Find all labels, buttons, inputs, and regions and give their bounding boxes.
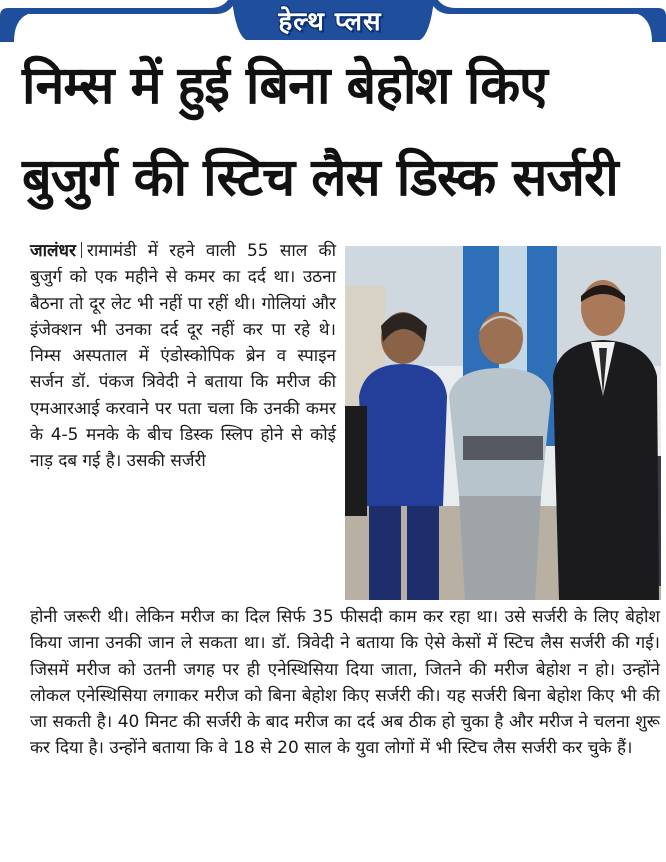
section-header [0, 0, 666, 42]
headline-line-1: निम्स में हुई बिना बेहोश किए [22, 56, 547, 116]
dateline-separator [81, 242, 82, 258]
article-paragraph-1 [30, 238, 336, 475]
headline-line-2: बुजुर्ग की स्टिच लैस डिस्क सर्जरी [22, 148, 618, 208]
section-tab [0, 0, 666, 42]
article-body-full [30, 604, 660, 762]
article-text-column: रामामंडी में रहने वाली 55 साल की बुजुर्ग को एक महीने से कमर का दर्द था। उठना बैठना तो दूर लेट भी नहीं पा रहीं थी। गोलियां और इंजेक्शन भी उनका दर्द दूर नहीं कर पा रहे थे। निम्स अस्पताल में एंडोस्कोपिक ब्रेन व स्पाइन सर्जन डॉ. पंकज त्रिवेदी ने बताया कि मरीज की एमआरआई करवाने पर पता चला कि उनकी कमर के 4-5 मनके के बीच डिस्क स्लिप होने से कोई नाड़ दब गई है। उसकी सर्जरी [30, 241, 336, 472]
article-photo [345, 246, 661, 600]
section-label: हेल्थ प्लस [278, 7, 382, 37]
dateline: जालंधर [30, 241, 76, 261]
article-text-full: होनी जरूरी थी। लेकिन मरीज का दिल सिर्फ 35 फीसदी काम कर रहा था। उसे सर्जरी के लिए बेहोश किया जाना उनकी जान ले सकता था। डॉ. त्रिवेदी ने बताया कि ऐसे केसों में स्टिच लैस सर्जरी की गई। जिसमें मरीज को उतनी जगह पर ही एनेस्थिसिया दिया जाता, जितने की मरीज बेहोश न हो। उन्होंने लोकल एनेस्थिसिया लगाकर मरीज को बिना बेहोश किए सर्जरी की। यह सर्जरी बिना बेहोश किए भी की जा सकती है। 40 मिनट की सर्जरी के बाद मरीज का दर्द अब ठीक हो चुका है और मरीज ने चलना शुरू कर दिया है। उन्होंने बताया कि वे 18 से 20 साल के युवा लोगों में भी स्टिच लैस सर्जरी कर चुके हैं। [30, 607, 660, 759]
article-body-column [30, 238, 336, 475]
